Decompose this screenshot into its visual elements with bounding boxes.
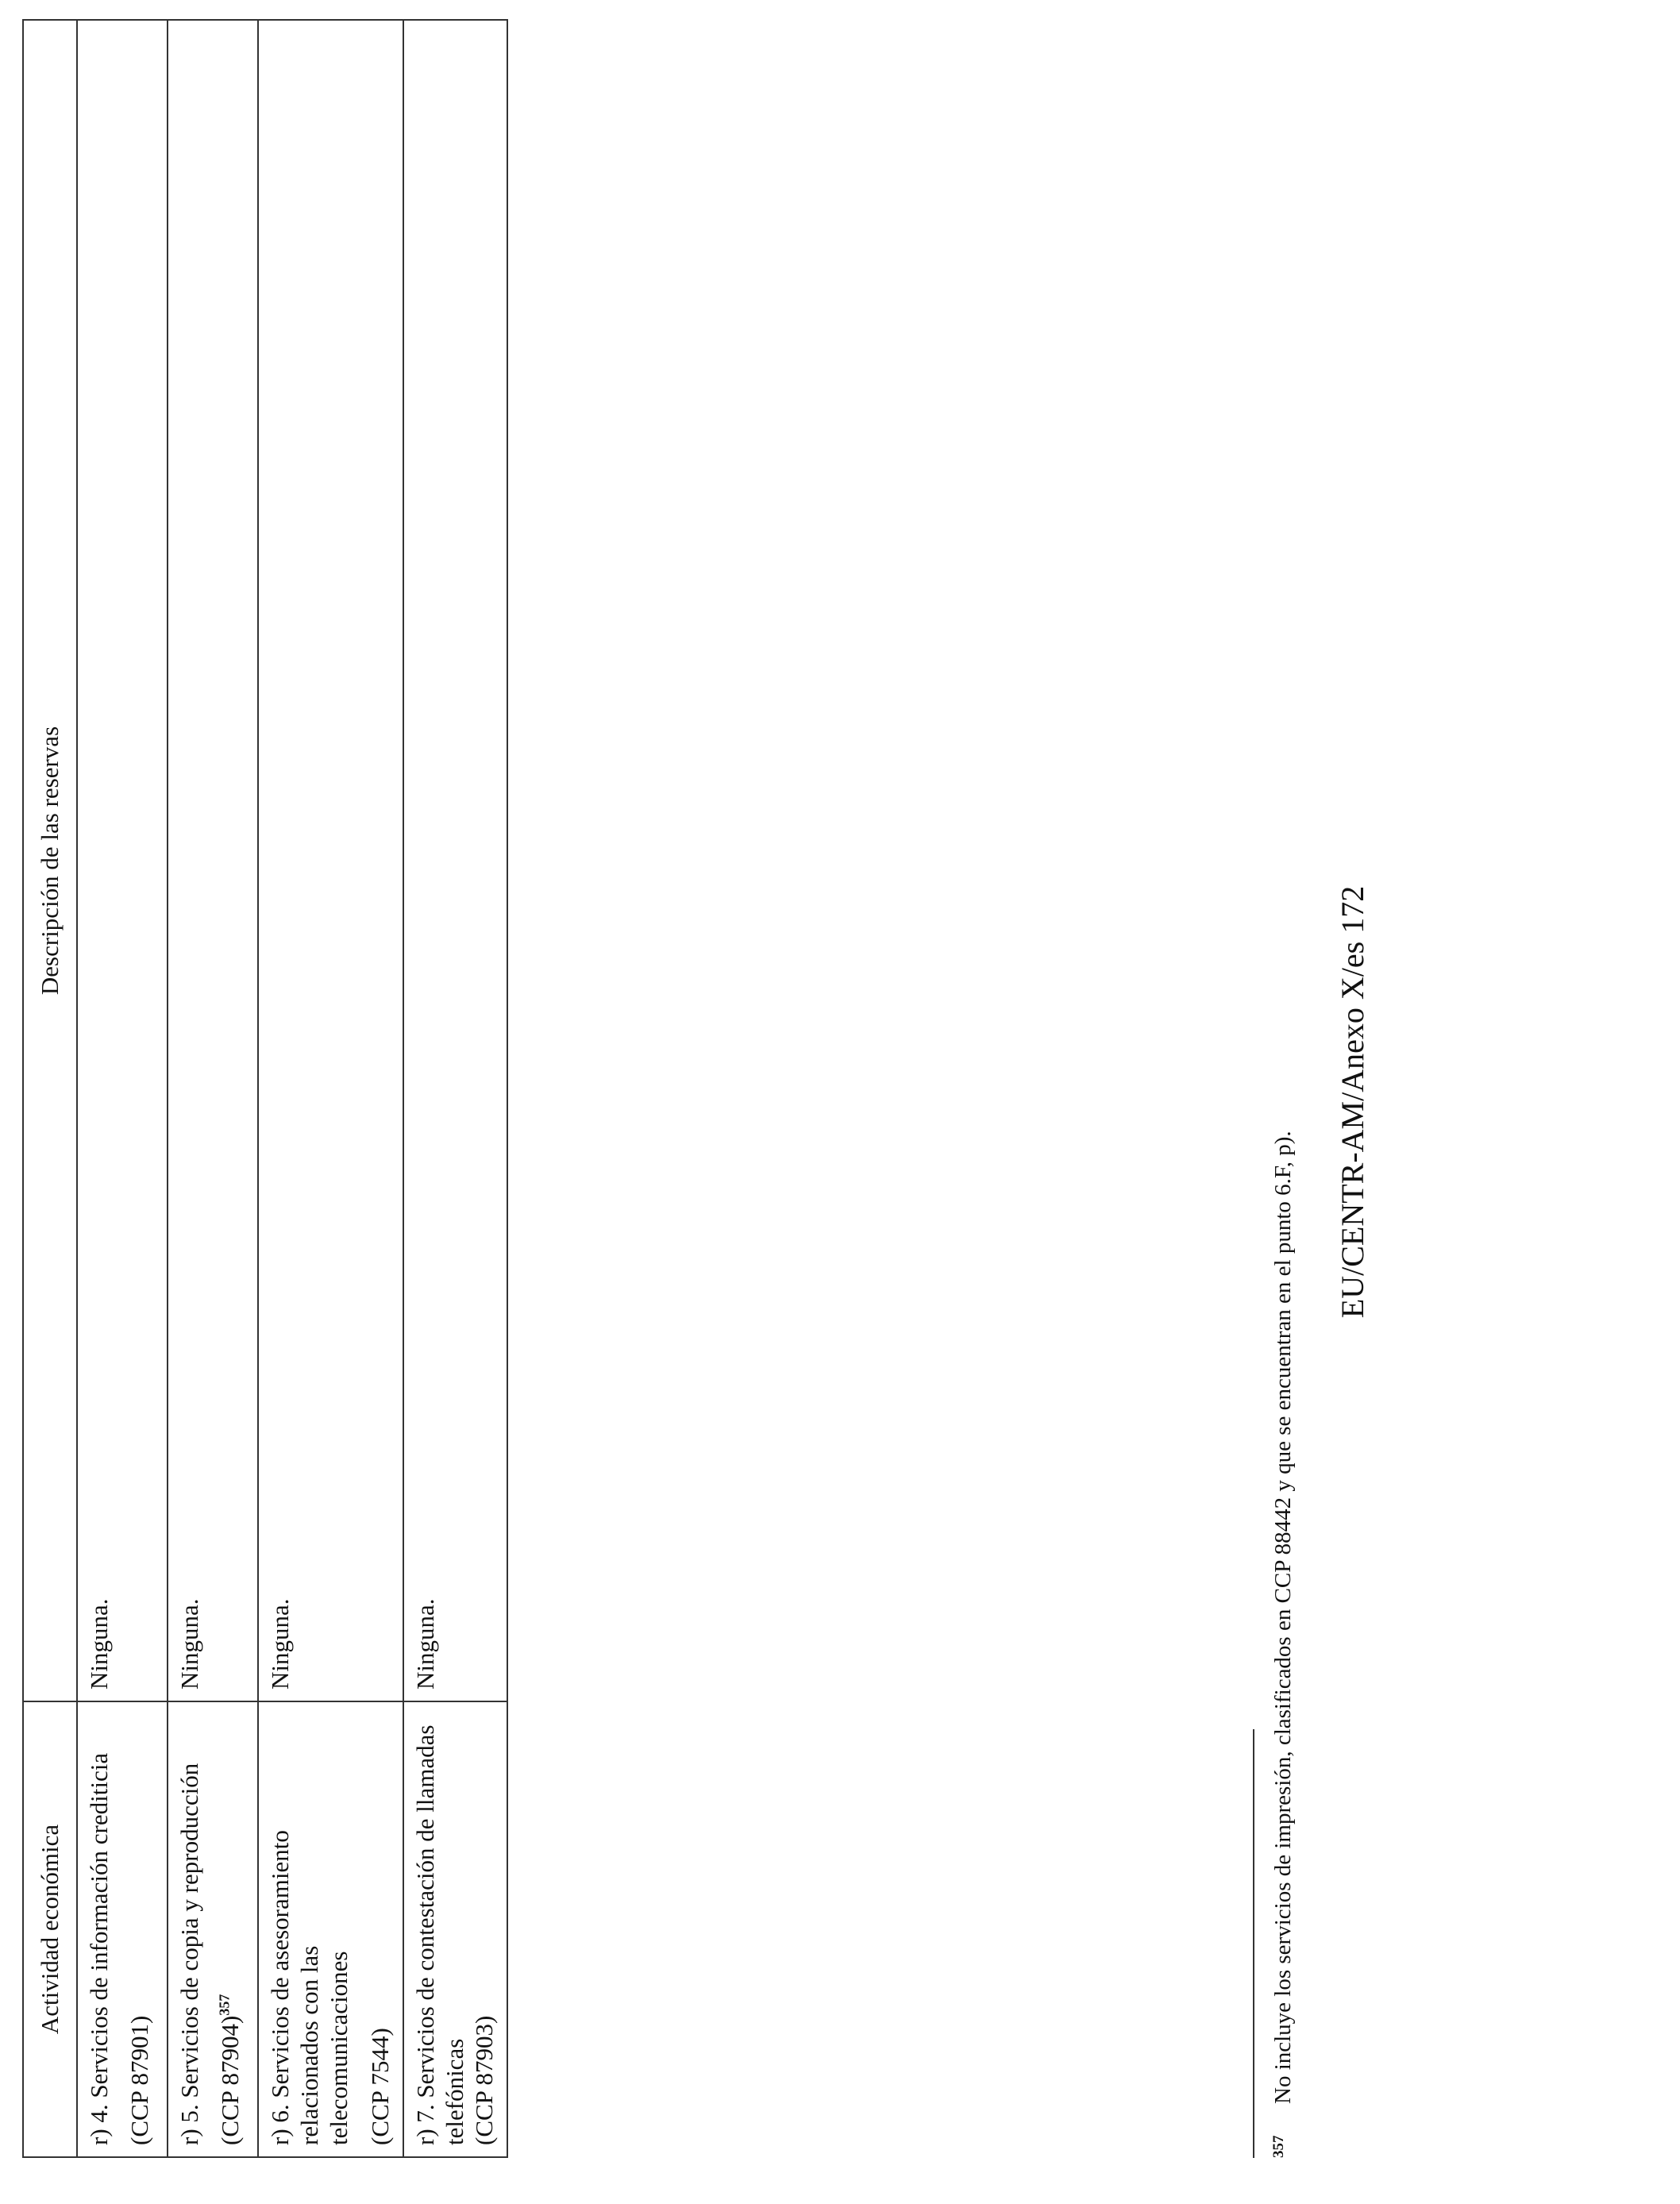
activity-line: r) 6. Servicios de asesoramiento relacionados con las (266, 1830, 324, 2145)
header-reserves: Descripción de las reservas (23, 20, 77, 1701)
activity-line: r) 4. Servicios de información crediticia (85, 1752, 113, 2145)
activity-line-continued: telecomunicaciones (325, 1951, 353, 2145)
footnote-reference[interactable]: 357 (216, 1994, 233, 2016)
reserves-table (22, 19, 508, 2158)
activity-cell (403, 1701, 508, 2157)
activity-line: r) 7. Servicios de contestación de llamadas telefónicas (410, 1724, 468, 2145)
activity-code: (CCP 87901) (125, 2015, 154, 2145)
activity-code-line (215, 1713, 245, 2145)
activity-code: (CCP 7544) (365, 2028, 394, 2145)
activity-cell (168, 1701, 258, 2157)
activity-code: (CCP 87903) (470, 2015, 499, 2145)
activity-line: r) 5. Servicios de copia y reproducción (175, 1763, 203, 2145)
activity-code: (CCP 87904) (216, 2015, 245, 2145)
reserves-cell: Ninguna. (168, 20, 258, 1701)
table-row (258, 20, 403, 2157)
table-row (403, 20, 508, 2157)
reserves-cell: Ninguna. (77, 20, 168, 1701)
footnote-number: 357 (1270, 2135, 1287, 2158)
page-footer-reference: EU/CENTR-AM/Anexo X/es 172 (1335, 885, 1370, 1319)
reserves-cell: Ninguna. (258, 20, 403, 1701)
footnote-divider (1253, 1729, 1254, 2158)
reserves-cell: Ninguna. (403, 20, 508, 1701)
footnote (1270, 1131, 1297, 2158)
footnote-text: No incluye los servicios de impresión, clasificados en CCP 88442 y que se encuentran en el punto 6.F, p). (1270, 1131, 1296, 2104)
activity-cell (258, 1701, 403, 2157)
activity-cell (77, 1701, 168, 2157)
table-header-row (23, 20, 77, 2157)
table-row (168, 20, 258, 2157)
table-row (77, 20, 168, 2157)
header-activity: Actividad económica (23, 1701, 77, 2157)
